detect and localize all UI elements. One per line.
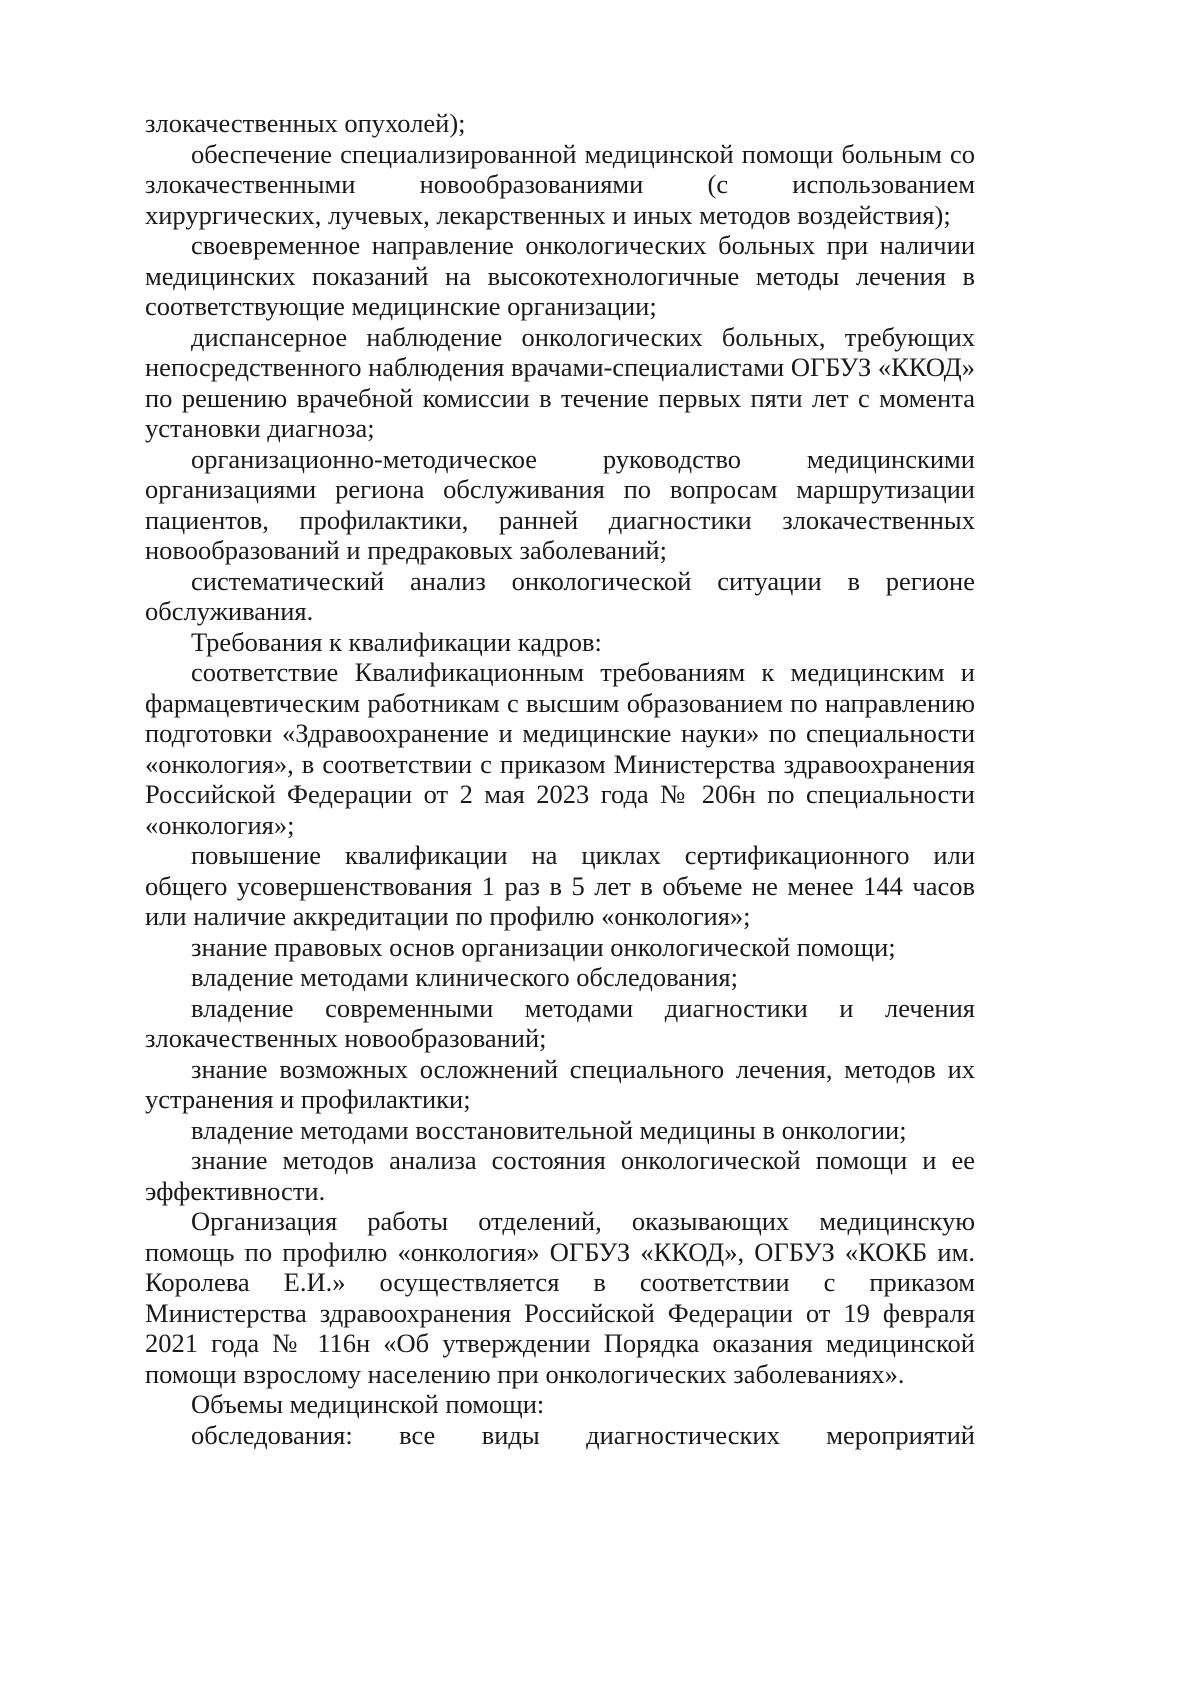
document-body: [145, 108, 975, 1450]
paragraph-systematic-analysis: систематический анализ онкологической ситуации в регионе обслуживания.: [145, 565, 975, 626]
paragraph-complications: знание возможных осложнений специального лечения, методов их устранения и профилактики;: [145, 1053, 975, 1114]
paragraph-specialized-care: обеспечение специализированной медицинской помощи больным со злокачественными новообразованиями (с использованием хирургических, лучевых, лекарственных и иных методов воздействия);: [145, 138, 975, 230]
paragraph-care-volumes-heading: Объемы медицинской помощи:: [191, 1389, 545, 1419]
paragraph-methodical-guidance: организационно-методическое руководство медицинскими организациями региона обслуживания по вопросам маршрутизации пациентов, профилактики, ранней диагностики злокачественных новообразований и предраковых заболеваний;: [145, 443, 975, 565]
paragraph-qualification-compliance: соответствие Квалификационным требованиям к медицинским и фармацевтическим работникам с высшим образованием по направлению подготовки «Здравоохранение и медицинские науки» по специальности «онкология», в соответствии с приказом Министерства здравоохранения Российской Федерации от 2 мая 2023 года № 206н по специальности «онкология»;: [145, 657, 975, 840]
paragraph-staff-requirements-heading: Требования к квалификации кадров:: [191, 626, 602, 657]
paragraph-examinations: обследования: все виды диагностических мероприятий: [191, 1419, 975, 1450]
paragraph-rehabilitation: владение методами восстановительной медицины в онкологии;: [191, 1114, 907, 1145]
paragraph-dispensary-observation: диспансерное наблюдение онкологических больных, требующих непосредственного наблюдения врачами-специалистами ОГБУЗ «ККОД» по решению врачебной комиссии в течение первых пяти лет с момента установки диагноза;: [145, 321, 975, 443]
paragraph-department-organization: Организация работы отделений, оказывающих медицинскую помощь по профилю «онкология» ОГБУЗ «ККОД», ОГБУЗ «КОКБ им. Королева Е.И.» осуществляется в соответствии с приказом Министерства здравоохранения Российской Федерации от 19 февраля 2021 года № 116н «Об утверждении Порядка оказания медицинской помощи взрослому населению при онкологических заболеваниях».: [145, 1206, 975, 1389]
paragraph-timely-referral: своевременное направление онкологических больных при наличии медицинских показаний на высокотехнологичные методы лечения в соответствующие медицинские организации;: [145, 230, 975, 321]
paragraph-analysis-methods: знание методов анализа состояния онкологической помощи и ее эффективности.: [145, 1145, 975, 1206]
paragraph-clinical-methods: владение методами клинического обследования;: [191, 962, 738, 992]
paragraph-qualification-upgrade: повышение квалификации на циклах сертификационного или общего усовершенствования 1 раз в 5 лет в объеме не менее 144 часов или наличие аккредитации по профилю «онкология»;: [145, 840, 975, 931]
paragraph-legal-knowledge: знание правовых основ организации онкологической помощи;: [191, 931, 896, 962]
paragraph-tumors-end: злокачественных опухолей);: [145, 108, 466, 138]
paragraph-modern-methods: владение современными методами диагностики и лечения злокачественных новообразований;: [145, 992, 975, 1053]
